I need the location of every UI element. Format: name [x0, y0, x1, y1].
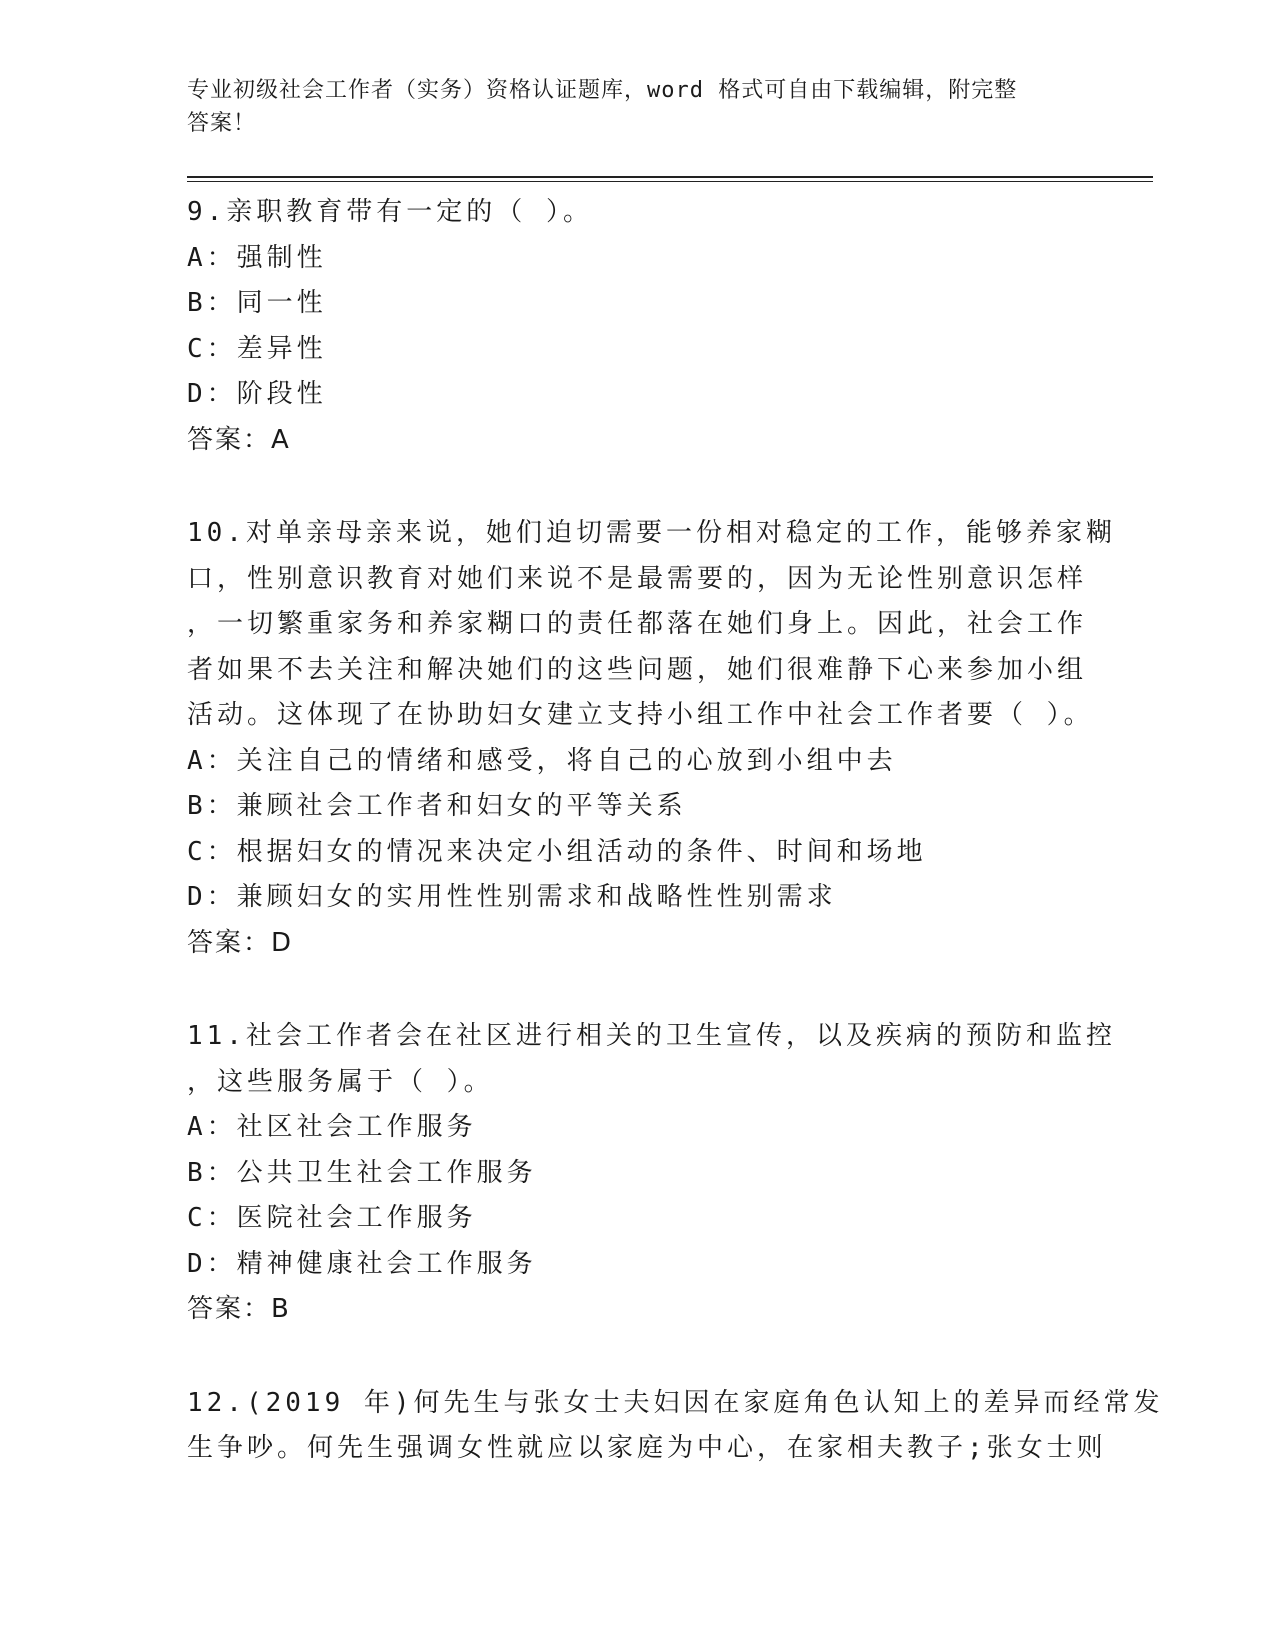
question-12: [187, 1381, 1164, 1472]
option-c: C：差异性: [187, 333, 327, 364]
option-c: C：根据妇女的情况来决定小组活动的条件、时间和场地: [187, 836, 927, 867]
question-stem: 活动。这体现了在协助妇女建立支持小组工作中社会工作者要（ ）。: [187, 700, 1094, 730]
question-list: [187, 190, 1164, 1472]
header-divider-thick: [187, 176, 1153, 178]
document-header: [187, 74, 1067, 140]
header-line-2: 答案！: [187, 111, 257, 136]
option-d: D：精神健康社会工作服务: [187, 1248, 537, 1279]
header-line-1: 专业初级社会工作者（实务）资格认证题库，word 格式可自由下载编辑，附完整: [187, 78, 1018, 103]
option-b: B：公共卫生社会工作服务: [187, 1157, 537, 1188]
question-spacer: [187, 463, 1087, 511]
question-spacer: [187, 1333, 1087, 1381]
question-spacer: [187, 966, 1087, 1014]
question-stem: 9.亲职教育带有一定的（ ）。: [187, 197, 593, 227]
question-9: [187, 190, 1087, 463]
question-stem: ，一切繁重家务和养家糊口的责任都落在她们身上。因此，社会工作: [187, 609, 1088, 639]
question-stem: 12.(2019 年)何先生与张女士夫妇因在家庭角色认知上的差异而经常发: [187, 1387, 1164, 1418]
question-10: [187, 511, 1116, 966]
option-d: D：兼顾妇女的实用性性别需求和战略性性别需求: [187, 882, 837, 912]
answer-label: 答案：B: [187, 1294, 291, 1324]
header-divider-thin: [187, 181, 1153, 182]
option-a: A：强制性: [187, 242, 327, 273]
question-stem: 11.社会工作者会在社区进行相关的卫生宣传，以及疾病的预防和监控: [187, 1021, 1116, 1051]
option-a: A：社区社会工作服务: [187, 1112, 477, 1142]
option-b: B：同一性: [187, 288, 327, 318]
answer-label: 答案：A: [187, 424, 291, 455]
question-stem: ，这些服务属于（ ）。: [187, 1066, 494, 1097]
option-c: C：医院社会工作服务: [187, 1203, 477, 1233]
question-11: [187, 1014, 1116, 1333]
option-d: D：阶段性: [187, 379, 327, 409]
option-b: B：兼顾社会工作者和妇女的平等关系: [187, 791, 687, 821]
question-stem: 口，性别意识教育对她们来说不是最需要的，因为无论性别意识怎样: [187, 563, 1088, 594]
option-a: A：关注自己的情绪和感受，将自己的心放到小组中去: [187, 745, 897, 776]
question-stem: 10.对单亲母亲来说，她们迫切需要一份相对稳定的工作，能够养家糊: [187, 518, 1116, 548]
answer-label: 答案：D: [187, 927, 294, 958]
question-stem: 生争吵。何先生强调女性就应以家庭为中心，在家相夫教子;张女士则: [187, 1433, 1107, 1463]
question-stem: 者如果不去关注和解决她们的这些问题，她们很难静下心来参加小组: [187, 654, 1088, 685]
